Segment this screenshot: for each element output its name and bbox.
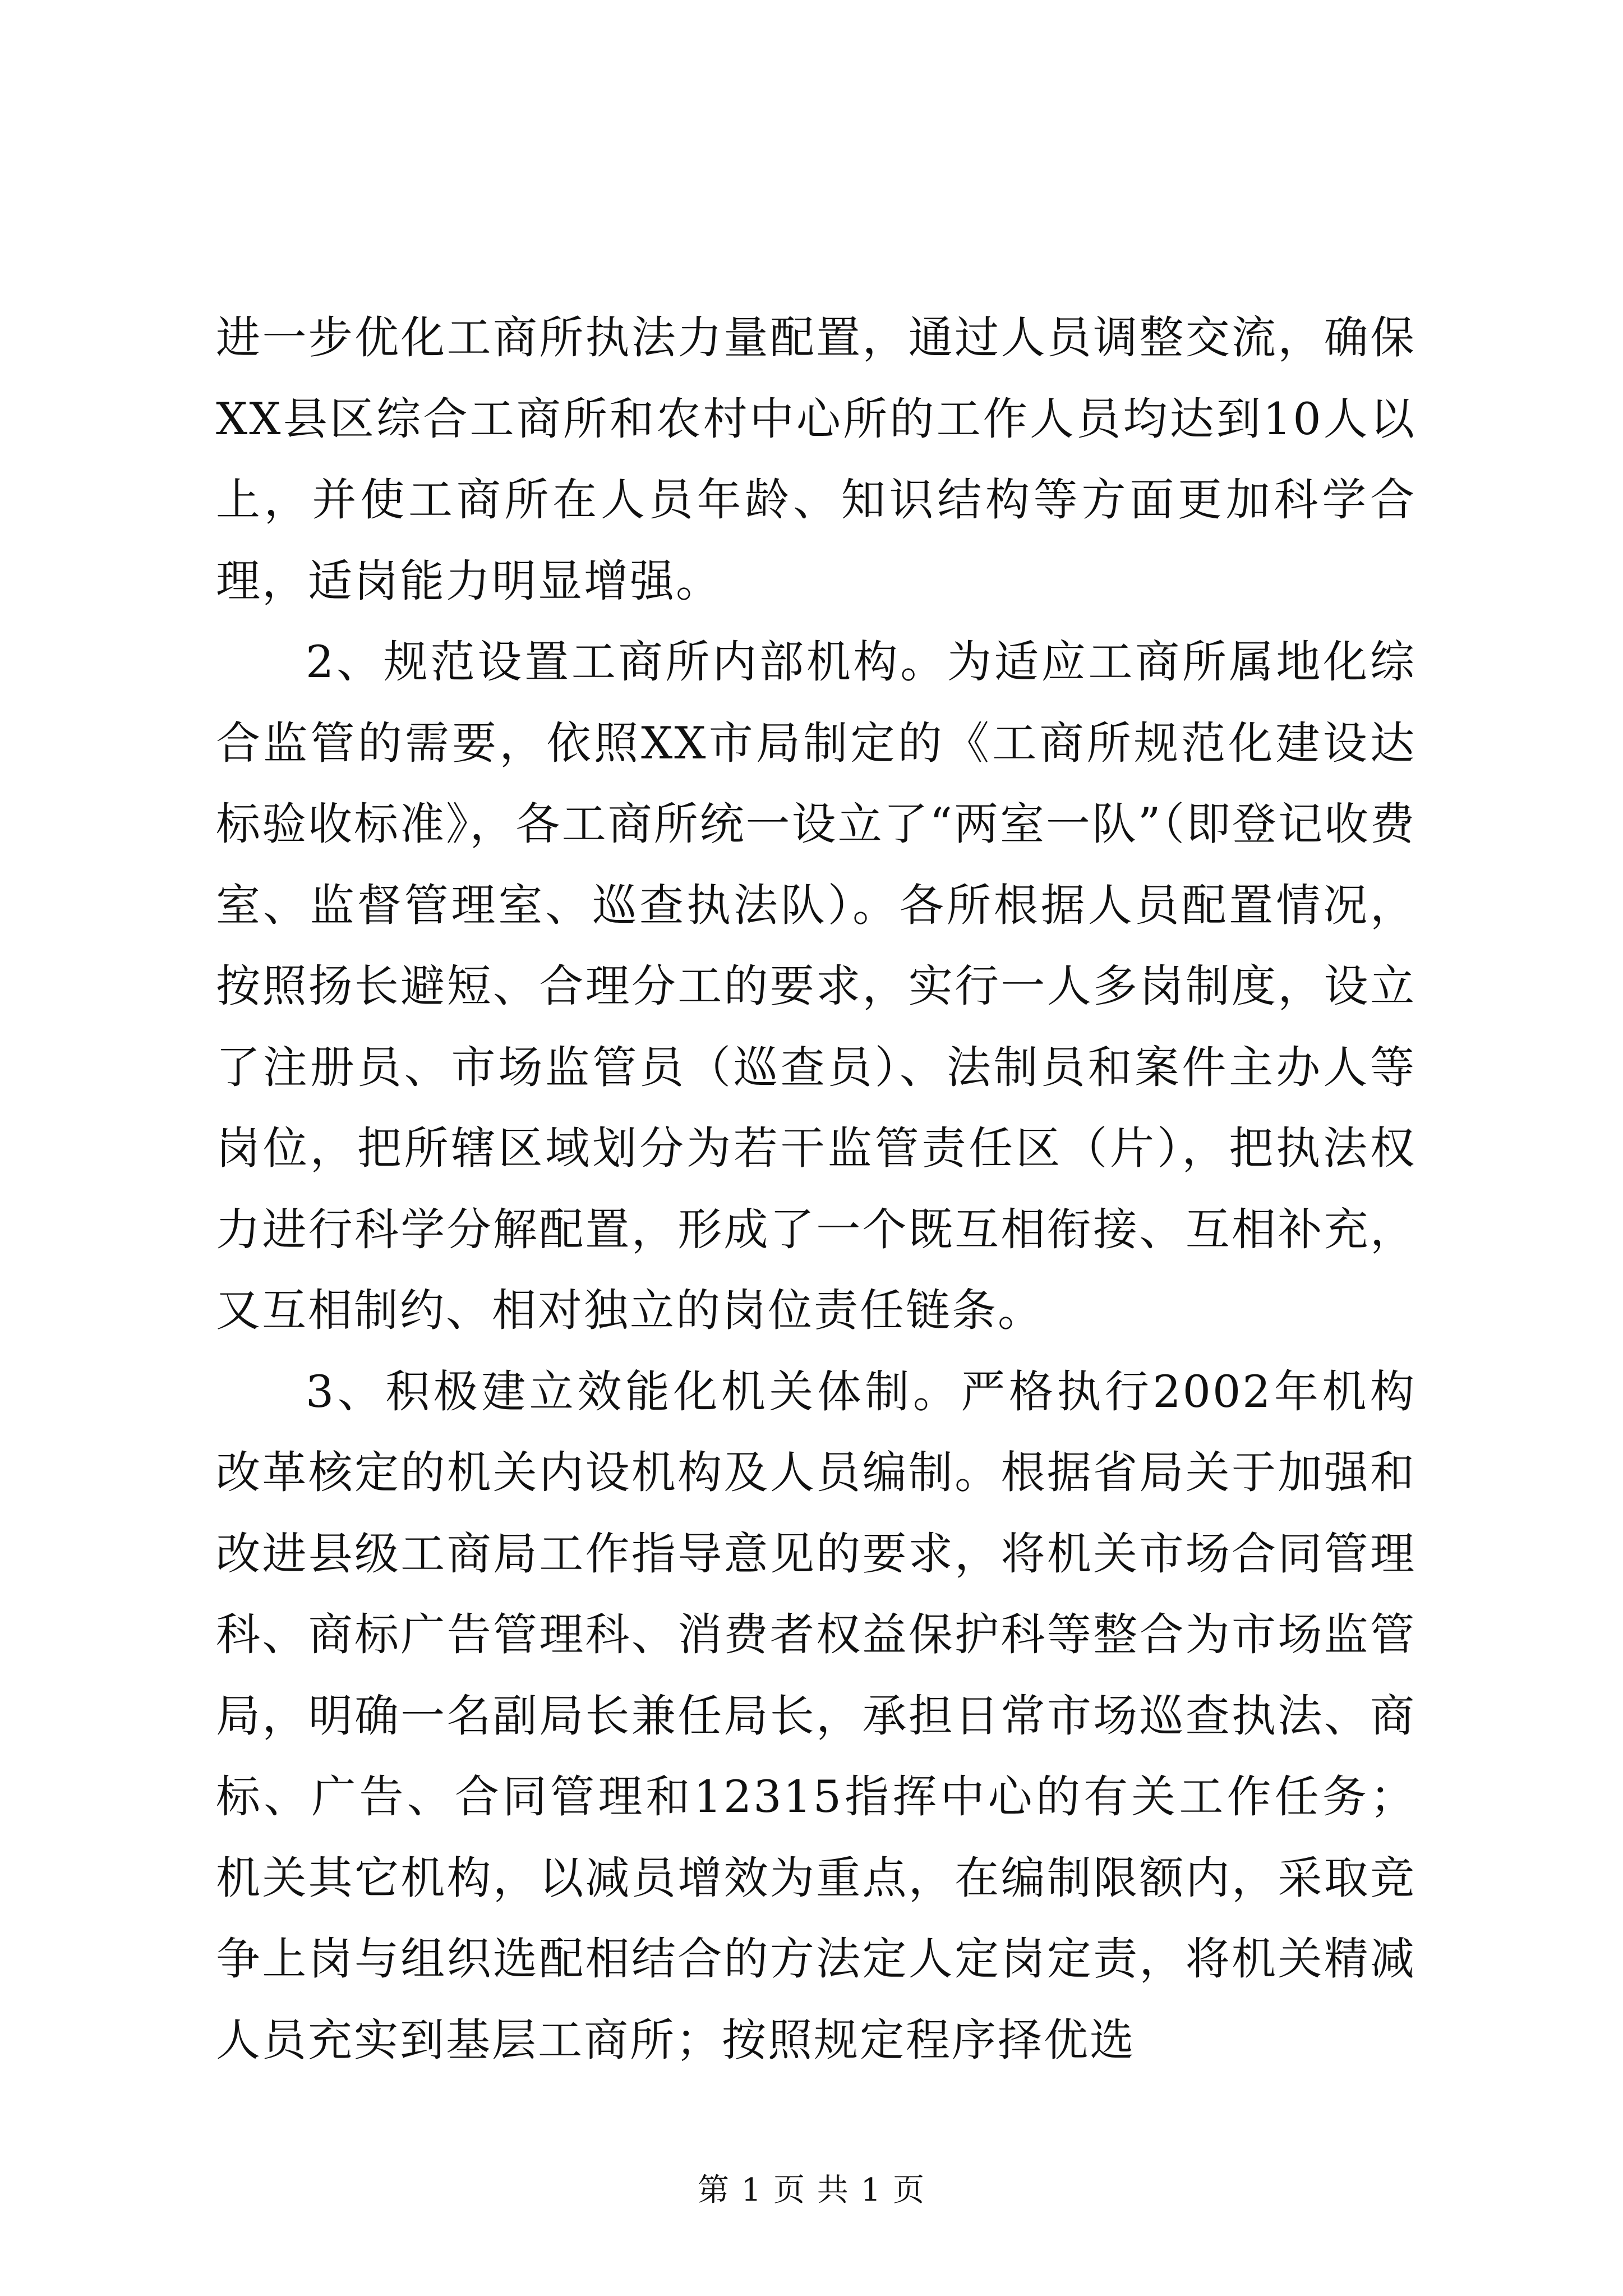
page-footer: 第 1 页 共 1 页 (697, 2172, 926, 2208)
paragraph-3: 3、积极建立效能化机关体制。严格执行2002年机构改革核定的机关内设机构及人员编制。根据省局关于加强和改进县级工商局工作指导意见的要求，将机关市场合同管理科、商标广告管理科、消费者权益保护科等整合为市场监管局，明确一名副局长兼任局长，承担日常市场巡查执法、商标、广告、合同管理和12315指挥中心的有关工作任务；机关其它机构，以减员增效为重点，在编制限额内，采取竞争上岗与组织选配相结合的方法定人定岗定责，将机关精减人员充实到基层工商所；按照规定程序择优选 (216, 1365, 1416, 2066)
paragraph-1: 进一步优化工商所执法力量配置，通过人员调整交流，确保XX县区综合工商所和农村中心所的工作人员均达到10人以上，并使工商所在人员年龄、知识结构等方面更加科学合理，适岗能力明显增强。 (216, 312, 1416, 607)
document-body (216, 297, 1416, 2081)
paragraph-2: 2、规范设置工商所内部机构。为适应工商所属地化综合监管的需要，依照XX市局制定的《工商所规范化建设达标验收标准》，各工商所统一设立了“两室一队”（即登记收费室、监督管理室、巡查执法队）。各所根据人员配置情况，按照扬长避短、合理分工的要求，实行一人多岗制度，设立了注册员、市场监管员（巡查员）、法制员和案件主办人等岗位，把所辖区域划分为若干监管责任区（片），把执法权力进行科学分解配置，形成了一个既互相衔接、互相补充，又互相制约、相对独立的岗位责任链条。 (216, 636, 1416, 1336)
